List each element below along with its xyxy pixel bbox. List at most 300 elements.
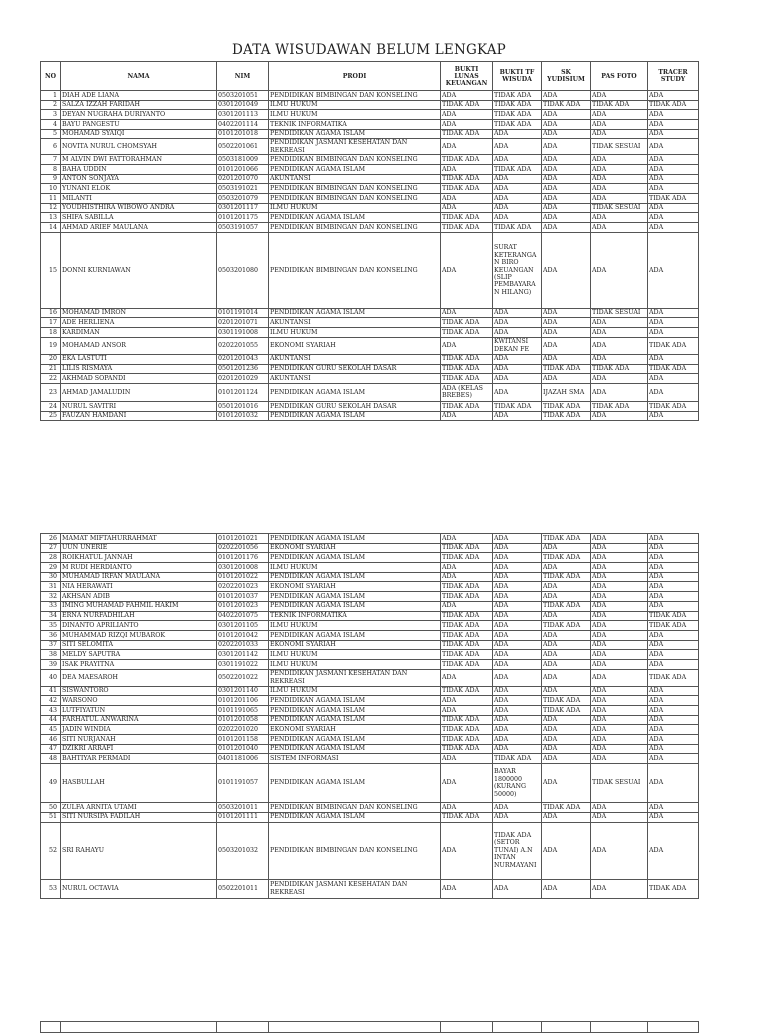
cell-nama: AKHMAD SOPANDI — [61, 374, 217, 384]
cell-nim: 0503201051 — [217, 91, 269, 101]
table-row — [41, 735, 699, 745]
cell-prodi: PENDIDIKAN AGAMA ISLAM — [269, 553, 441, 563]
cell-pas-foto: ADA — [591, 232, 648, 308]
cell-prodi: PENDIDIKAN AGAMA ISLAM — [269, 213, 441, 223]
cell-prodi: PENDIDIKAN AGAMA ISLAM — [269, 572, 441, 582]
cell-bukti-lunas-keuangan: TIDAK ADA — [441, 592, 493, 602]
cell-pas-foto: ADA — [591, 543, 648, 553]
cell-sk-yudisium: ADA — [542, 354, 591, 364]
table-row — [41, 174, 699, 184]
cell-tracer-study: TIDAK ADA — [648, 401, 699, 411]
cell-bukti-tf-wisuda: TIDAK ADA — [493, 223, 542, 233]
cell-nim: 0301201049 — [217, 100, 269, 110]
cell-bukti-lunas-keuangan: ADA — [441, 232, 493, 308]
cell-nim: 0101201042 — [217, 630, 269, 640]
cell-prodi: PENDIDIKAN AGAMA ISLAM — [269, 601, 441, 611]
page-title: DATA WISUDAWAN BELUM LENGKAP — [232, 42, 506, 58]
cell-nama: UUN UNERIE — [61, 543, 217, 553]
cell-nim: 0503181009 — [217, 155, 269, 165]
cell-tracer-study: TIDAK ADA — [648, 611, 699, 621]
cell-pas-foto: ADA — [591, 553, 648, 563]
cell-nim: 0301201142 — [217, 650, 269, 660]
cell-pas-foto: ADA — [591, 611, 648, 621]
table-row — [41, 184, 699, 194]
cell-tracer-study: ADA — [648, 764, 699, 803]
empty-row — [41, 1022, 699, 1033]
table-row — [41, 164, 699, 174]
cell-bukti-lunas-keuangan: ADA — [441, 194, 493, 204]
cell-tracer-study: ADA — [648, 706, 699, 716]
cell-prodi: EKONOMI SYARIAH — [269, 725, 441, 735]
cell-no: 41 — [41, 686, 61, 696]
cell-tracer-study: ADA — [648, 735, 699, 745]
table-row — [41, 611, 699, 621]
cell-prodi: PENDIDIKAN BIMBINGAN DAN KONSELING — [269, 184, 441, 194]
cell-nim: 0502201011 — [217, 879, 269, 898]
table-row — [41, 879, 699, 898]
cell-nim: 0101201023 — [217, 601, 269, 611]
cell-nim: 0301191022 — [217, 659, 269, 669]
cell-tracer-study: ADA — [648, 328, 699, 338]
cell-tracer-study: ADA — [648, 139, 699, 155]
cell-pas-foto: ADA — [591, 650, 648, 660]
cell-pas-foto: ADA — [591, 754, 648, 764]
cell-prodi: PENDIDIKAN BIMBINGAN DAN KONSELING — [269, 822, 441, 879]
cell-nim: 0101201018 — [217, 129, 269, 139]
cell-pas-foto: ADA — [591, 812, 648, 822]
cell-nim: 0101191057 — [217, 764, 269, 803]
cell-tracer-study: ADA — [648, 129, 699, 139]
column-header: BUKTI TF WISUDA — [493, 62, 542, 91]
table-row — [41, 744, 699, 754]
cell-sk-yudisium: ADA — [542, 754, 591, 764]
table-row — [41, 155, 699, 165]
cell-nim: 0101201066 — [217, 164, 269, 174]
cell-bukti-lunas-keuangan: TIDAK ADA — [441, 611, 493, 621]
cell-tracer-study: ADA — [648, 374, 699, 384]
cell-no: 18 — [41, 328, 61, 338]
cell-bukti-lunas-keuangan: TIDAK ADA — [441, 735, 493, 745]
cell-bukti-lunas-keuangan: TIDAK ADA — [441, 543, 493, 553]
cell-bukti-tf-wisuda: ADA — [493, 129, 542, 139]
table-row — [41, 754, 699, 764]
cell-pas-foto: ADA — [591, 582, 648, 592]
data-table-page-1 — [40, 61, 699, 421]
table-row — [41, 120, 699, 130]
cell-prodi: PENDIDIKAN AGAMA ISLAM — [269, 411, 441, 421]
cell-nim: 0202201020 — [217, 725, 269, 735]
cell-tracer-study: ADA — [648, 563, 699, 573]
cell-nama: MUHAMMAD RIZQI MUBAROK — [61, 630, 217, 640]
cell-tracer-study: ADA — [648, 650, 699, 660]
table-row — [41, 318, 699, 328]
cell-bukti-tf-wisuda: ADA — [493, 563, 542, 573]
cell-nama: DINANTO APRILIANTO — [61, 621, 217, 631]
cell-nama: MOHAMAD IMRON — [61, 308, 217, 318]
cell-bukti-lunas-keuangan: ADA — [441, 411, 493, 421]
cell-nama: FARHATUL ANWARINA — [61, 715, 217, 725]
cell-no: 24 — [41, 401, 61, 411]
cell-nim: 0201201071 — [217, 318, 269, 328]
cell-nama: AHMAD JAMALUDIN — [61, 383, 217, 401]
cell-sk-yudisium: ADA — [542, 139, 591, 155]
cell-bukti-lunas-keuangan: ADA (KELAS BREBES) — [441, 383, 493, 401]
table-row — [41, 383, 699, 401]
cell-prodi: PENDIDIKAN AGAMA ISLAM — [269, 706, 441, 716]
cell-no: 23 — [41, 383, 61, 401]
cell-tracer-study: ADA — [648, 822, 699, 879]
cell-tracer-study: ADA — [648, 223, 699, 233]
table-row — [41, 553, 699, 563]
cell-no: 27 — [41, 543, 61, 553]
cell-prodi: ILMU HUKUM — [269, 110, 441, 120]
cell-nim: 0101201040 — [217, 744, 269, 754]
cell-tracer-study: ADA — [648, 640, 699, 650]
cell-bukti-tf-wisuda: ADA — [493, 659, 542, 669]
cell-prodi: TEKNIK INFORMATIKA — [269, 120, 441, 130]
cell-sk-yudisium: ADA — [542, 155, 591, 165]
cell-tracer-study: ADA — [648, 553, 699, 563]
cell-nama: NIA HERAWATI — [61, 582, 217, 592]
cell-pas-foto: ADA — [591, 725, 648, 735]
cell-pas-foto: ADA — [591, 669, 648, 686]
cell-tracer-study: ADA — [648, 232, 699, 308]
cell-prodi: ILMU HUKUM — [269, 100, 441, 110]
table-row — [41, 364, 699, 374]
data-table-page-3-start — [40, 1021, 699, 1033]
cell-nama: MOHAMAD SYAIQI — [61, 129, 217, 139]
cell-tracer-study: TIDAK ADA — [648, 621, 699, 631]
cell-sk-yudisium: ADA — [542, 184, 591, 194]
cell-nama: HASBULLAH — [61, 764, 217, 803]
cell-bukti-lunas-keuangan: TIDAK ADA — [441, 184, 493, 194]
table-row — [41, 129, 699, 139]
cell-bukti-tf-wisuda: ADA — [493, 383, 542, 401]
cell-nama: KARDIMAN — [61, 328, 217, 338]
cell-no: 32 — [41, 592, 61, 602]
cell-no: 53 — [41, 879, 61, 898]
table-row — [41, 669, 699, 686]
cell-tracer-study: ADA — [648, 411, 699, 421]
cell-sk-yudisium: ADA — [542, 812, 591, 822]
cell-bukti-lunas-keuangan: TIDAK ADA — [441, 650, 493, 660]
table-row — [41, 686, 699, 696]
cell-no: 11 — [41, 194, 61, 204]
cell-no: 15 — [41, 232, 61, 308]
cell-prodi: AKUNTANSI — [269, 374, 441, 384]
cell-sk-yudisium: TIDAK ADA — [542, 621, 591, 631]
cell-nim: 0503201011 — [217, 803, 269, 813]
cell-bukti-tf-wisuda: ADA — [493, 582, 542, 592]
cell-prodi: SISTEM INFORMASI — [269, 754, 441, 764]
cell-pas-foto: ADA — [591, 659, 648, 669]
cell-no: 47 — [41, 744, 61, 754]
cell-nama: BAHTIYAR PERMADI — [61, 754, 217, 764]
cell-no: 26 — [41, 534, 61, 544]
cell-prodi: PENDIDIKAN AGAMA ISLAM — [269, 735, 441, 745]
cell-prodi: EKONOMI SYARIAH — [269, 582, 441, 592]
cell-tracer-study: ADA — [648, 582, 699, 592]
cell-no: 37 — [41, 640, 61, 650]
cell-nama: SISWANTORO — [61, 686, 217, 696]
cell-sk-yudisium: ADA — [542, 232, 591, 308]
cell-tracer-study: ADA — [648, 91, 699, 101]
cell-pas-foto: ADA — [591, 686, 648, 696]
cell-tracer-study: ADA — [648, 164, 699, 174]
cell-tracer-study: TIDAK ADA — [648, 337, 699, 354]
cell-nama: BAYU PANGESTU — [61, 120, 217, 130]
cell-bukti-lunas-keuangan: TIDAK ADA — [441, 812, 493, 822]
cell-prodi: EKONOMI SYARIAH — [269, 337, 441, 354]
cell-sk-yudisium: ADA — [542, 582, 591, 592]
table-row — [41, 650, 699, 660]
cell-nama: ROIKHATUL JANNAH — [61, 553, 217, 563]
cell-bukti-tf-wisuda: BAYAR 1800000 (KURANG 50000) — [493, 764, 542, 803]
cell-nim: 0301201113 — [217, 110, 269, 120]
table-row — [41, 572, 699, 582]
cell-no: 25 — [41, 411, 61, 421]
cell-bukti-tf-wisuda: ADA — [493, 139, 542, 155]
cell-bukti-tf-wisuda: ADA — [493, 630, 542, 640]
column-header: PRODI — [269, 62, 441, 91]
cell-bukti-lunas-keuangan: ADA — [441, 563, 493, 573]
cell-nama: FAUZAN HAMDANI — [61, 411, 217, 421]
cell-bukti-tf-wisuda: TIDAK ADA — [493, 754, 542, 764]
cell-no: 28 — [41, 553, 61, 563]
cell-pas-foto: ADA — [591, 744, 648, 754]
cell-prodi: AKUNTANSI — [269, 318, 441, 328]
cell-no: 14 — [41, 223, 61, 233]
cell-pas-foto: ADA — [591, 735, 648, 745]
cell-bukti-lunas-keuangan: ADA — [441, 879, 493, 898]
cell-bukti-tf-wisuda: ADA — [493, 650, 542, 660]
cell-tracer-study: ADA — [648, 174, 699, 184]
cell-pas-foto: ADA — [591, 621, 648, 631]
cell-nim: 0503201079 — [217, 194, 269, 204]
cell-sk-yudisium: ADA — [542, 120, 591, 130]
cell-bukti-lunas-keuangan: ADA — [441, 534, 493, 544]
cell-prodi: ILMU HUKUM — [269, 203, 441, 213]
cell-prodi: PENDIDIKAN BIMBINGAN DAN KONSELING — [269, 155, 441, 165]
cell-bukti-tf-wisuda: ADA — [493, 318, 542, 328]
cell-nama: AHMAD ARIEF MAULANA — [61, 223, 217, 233]
cell-sk-yudisium: ADA — [542, 735, 591, 745]
cell-bukti-tf-wisuda: ADA — [493, 640, 542, 650]
cell-nim: 0101201175 — [217, 213, 269, 223]
cell-prodi: PENDIDIKAN AGAMA ISLAM — [269, 764, 441, 803]
cell-sk-yudisium: ADA — [542, 879, 591, 898]
cell-nama: SRI RAHAYU — [61, 822, 217, 879]
cell-sk-yudisium: TIDAK ADA — [542, 572, 591, 582]
table-row — [41, 328, 699, 338]
cell-sk-yudisium: ADA — [542, 592, 591, 602]
cell-nama: ADE HERLIENA — [61, 318, 217, 328]
cell-bukti-lunas-keuangan: TIDAK ADA — [441, 155, 493, 165]
table-row — [41, 223, 699, 233]
cell-no: 44 — [41, 715, 61, 725]
cell-nama: WARSONO — [61, 696, 217, 706]
cell-tracer-study: ADA — [648, 120, 699, 130]
cell-bukti-tf-wisuda: TIDAK ADA — [493, 100, 542, 110]
cell-bukti-lunas-keuangan: TIDAK ADA — [441, 640, 493, 650]
cell-tracer-study: ADA — [648, 543, 699, 553]
cell-bukti-tf-wisuda: TIDAK ADA — [493, 110, 542, 120]
cell-pas-foto: ADA — [591, 706, 648, 716]
cell-sk-yudisium: TIDAK ADA — [542, 601, 591, 611]
cell-bukti-tf-wisuda: ADA — [493, 308, 542, 318]
cell-bukti-lunas-keuangan: ADA — [441, 337, 493, 354]
cell-pas-foto: TIDAK SESUAI — [591, 764, 648, 803]
table-row — [41, 139, 699, 155]
cell-bukti-tf-wisuda: ADA — [493, 592, 542, 602]
cell-nama: YUNANI ELOK — [61, 184, 217, 194]
table-row — [41, 621, 699, 631]
cell-pas-foto: ADA — [591, 383, 648, 401]
table-row — [41, 308, 699, 318]
cell-tracer-study: TIDAK ADA — [648, 100, 699, 110]
table-row — [41, 659, 699, 669]
cell-nama: MAMAT MIFTAHURRAHMAT — [61, 534, 217, 544]
cell-nama: DEA MAESAROH — [61, 669, 217, 686]
cell-tracer-study: ADA — [648, 630, 699, 640]
table-row — [41, 706, 699, 716]
cell-nama: MUHAMAD IRFAN MAULANA — [61, 572, 217, 582]
cell-no: 33 — [41, 601, 61, 611]
cell-nim: 0201201070 — [217, 174, 269, 184]
cell-pas-foto: TIDAK ADA — [591, 100, 648, 110]
cell-pas-foto: ADA — [591, 194, 648, 204]
table-row — [41, 725, 699, 735]
cell-no: 36 — [41, 630, 61, 640]
cell-sk-yudisium: TIDAK ADA — [542, 553, 591, 563]
column-header: NO — [41, 62, 61, 91]
cell-bukti-tf-wisuda: TIDAK ADA (SETOR TUNAI) A.N INTAN NURMAYANI — [493, 822, 542, 879]
cell-bukti-tf-wisuda: ADA — [493, 213, 542, 223]
cell-no: 45 — [41, 725, 61, 735]
cell-pas-foto: TIDAK SESUAI — [591, 308, 648, 318]
cell-bukti-lunas-keuangan: TIDAK ADA — [441, 725, 493, 735]
cell-bukti-tf-wisuda: ADA — [493, 725, 542, 735]
cell-pas-foto: ADA — [591, 184, 648, 194]
table-row — [41, 401, 699, 411]
cell-nim: 0502201022 — [217, 669, 269, 686]
cell-nama: M ALVIN DWI FATTORAHMAN — [61, 155, 217, 165]
cell-tracer-study: TIDAK ADA — [648, 669, 699, 686]
cell-no: 50 — [41, 803, 61, 813]
cell-bukti-tf-wisuda: ADA — [493, 744, 542, 754]
cell-pas-foto: ADA — [591, 155, 648, 165]
cell-bukti-tf-wisuda: ADA — [493, 879, 542, 898]
cell-bukti-tf-wisuda: ADA — [493, 553, 542, 563]
cell-prodi: PENDIDIKAN AGAMA ISLAM — [269, 308, 441, 318]
cell-tracer-study: ADA — [648, 184, 699, 194]
table-header — [41, 62, 699, 91]
cell-no: 8 — [41, 164, 61, 174]
cell-bukti-tf-wisuda: ADA — [493, 203, 542, 213]
cell-sk-yudisium: ADA — [542, 328, 591, 338]
cell-no: 38 — [41, 650, 61, 660]
cell-pas-foto: ADA — [591, 534, 648, 544]
table-row — [41, 203, 699, 213]
cell-bukti-lunas-keuangan: ADA — [441, 308, 493, 318]
cell-pas-foto: ADA — [591, 630, 648, 640]
table-row — [41, 110, 699, 120]
cell-bukti-tf-wisuda: ADA — [493, 611, 542, 621]
cell-bukti-tf-wisuda: ADA — [493, 411, 542, 421]
cell-nama: NOVITA NURUL CHOMSYAH — [61, 139, 217, 155]
cell-bukti-tf-wisuda: TIDAK ADA — [493, 401, 542, 411]
cell-bukti-tf-wisuda: ADA — [493, 174, 542, 184]
cell-tracer-study: ADA — [648, 308, 699, 318]
cell-no: 30 — [41, 572, 61, 582]
cell-sk-yudisium: ADA — [542, 686, 591, 696]
cell-bukti-tf-wisuda: ADA — [493, 184, 542, 194]
cell-nama: ERNA NURFADHILAH — [61, 611, 217, 621]
cell-nama: MOHAMAD ANSOR — [61, 337, 217, 354]
table-row — [41, 100, 699, 110]
table-row — [41, 601, 699, 611]
cell-tracer-study: ADA — [648, 213, 699, 223]
cell-nim: 0101201106 — [217, 696, 269, 706]
cell-prodi: ILMU HUKUM — [269, 563, 441, 573]
cell-bukti-lunas-keuangan: TIDAK ADA — [441, 223, 493, 233]
cell-no: 5 — [41, 129, 61, 139]
cell-nim: 0101201158 — [217, 735, 269, 745]
cell-pas-foto: ADA — [591, 592, 648, 602]
cell-prodi: PENDIDIKAN BIMBINGAN DAN KONSELING — [269, 803, 441, 813]
cell-no: 19 — [41, 337, 61, 354]
cell-prodi: EKONOMI SYARIAH — [269, 543, 441, 553]
cell-no: 46 — [41, 735, 61, 745]
cell-nama: EKA LASTUTI — [61, 354, 217, 364]
cell-prodi: PENDIDIKAN AGAMA ISLAM — [269, 812, 441, 822]
cell-tracer-study: ADA — [648, 354, 699, 364]
cell-pas-foto: ADA — [591, 120, 648, 130]
cell-bukti-lunas-keuangan: TIDAK ADA — [441, 129, 493, 139]
cell-bukti-lunas-keuangan: TIDAK ADA — [441, 364, 493, 374]
cell-sk-yudisium: ADA — [542, 764, 591, 803]
cell-sk-yudisium: ADA — [542, 563, 591, 573]
cell-bukti-lunas-keuangan: TIDAK ADA — [441, 715, 493, 725]
cell-nim: 0301201105 — [217, 621, 269, 631]
cell-nim: 0201201043 — [217, 354, 269, 364]
cell-nim: 0101201021 — [217, 534, 269, 544]
cell-bukti-tf-wisuda: ADA — [493, 735, 542, 745]
cell-bukti-tf-wisuda: ADA — [493, 696, 542, 706]
cell-bukti-lunas-keuangan: ADA — [441, 669, 493, 686]
column-header: NIM — [217, 62, 269, 91]
cell-bukti-tf-wisuda: ADA — [493, 374, 542, 384]
cell-tracer-study: ADA — [648, 744, 699, 754]
cell-sk-yudisium: TIDAK ADA — [542, 534, 591, 544]
cell-prodi: PENDIDIKAN JASMANI KESEHATAN DAN REKREASI — [269, 139, 441, 155]
table-row — [41, 592, 699, 602]
cell-bukti-lunas-keuangan: TIDAK ADA — [441, 174, 493, 184]
cell-bukti-lunas-keuangan: TIDAK ADA — [441, 354, 493, 364]
cell-nim: 0101201037 — [217, 592, 269, 602]
cell-nim: 0502201061 — [217, 139, 269, 155]
column-header: BUKTI LUNAS KEUANGAN — [441, 62, 493, 91]
cell-bukti-tf-wisuda: TIDAK ADA — [493, 164, 542, 174]
cell-bukti-lunas-keuangan: ADA — [441, 754, 493, 764]
cell-sk-yudisium: TIDAK ADA — [542, 706, 591, 716]
column-header: TRACER STUDY — [648, 62, 699, 91]
cell-no: 12 — [41, 203, 61, 213]
cell-sk-yudisium: TIDAK ADA — [542, 364, 591, 374]
cell-prodi: ILMU HUKUM — [269, 621, 441, 631]
cell-sk-yudisium: ADA — [542, 744, 591, 754]
cell-pas-foto: ADA — [591, 411, 648, 421]
